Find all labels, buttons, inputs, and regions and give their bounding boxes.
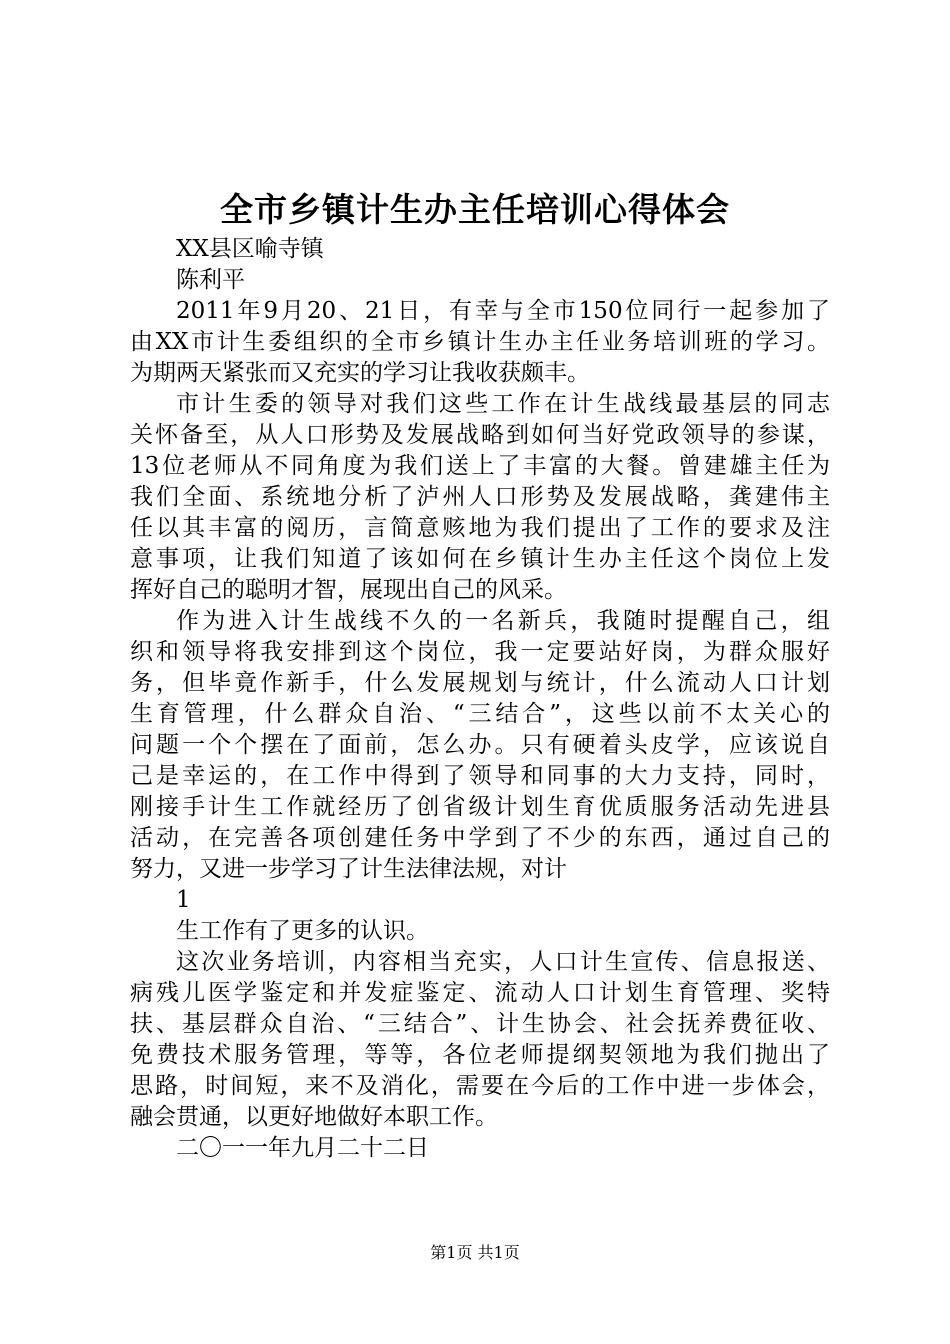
paragraph-line: 由XX市计生委组织的全市乡镇计生办主任业务培训班的学习。 xyxy=(130,329,830,355)
paragraph xyxy=(130,885,830,916)
paragraph-line: 病残儿医学鉴定和并发症鉴定、流动人口计划生育管理、奖特 xyxy=(130,980,830,1006)
paragraph-list xyxy=(130,296,830,1164)
document-title: 全市乡镇计生办主任培训心得体会 xyxy=(220,190,730,229)
paragraph-line: 这次业务培训，内容相当充实，人口计生宣传、信息报送、 xyxy=(176,949,830,975)
paragraph xyxy=(130,389,830,606)
paragraph-line: 刚接手计生工作就经历了创省级计划生育优质服务活动先进县 xyxy=(130,794,830,820)
paragraph-line: 活动，在完善各项创建任务中学到了不少的东西，通过自己的 xyxy=(130,825,830,851)
paragraph-line: 市计生委的领导对我们这些工作在计生战线最基层的同志 xyxy=(176,391,830,417)
paragraph-line: 问题一个个摆在了面前，怎么办。只有硬着头皮学，应该说自 xyxy=(130,732,830,758)
paragraph-line: 免费技术服务管理，等等，各位老师提纲契领地为我们抛出了 xyxy=(130,1042,830,1068)
paragraph xyxy=(130,296,830,389)
paragraph-line: 挥好自己的聪明才智，展现出自己的风采。 xyxy=(130,577,567,603)
paragraph-line: 努力，又进一步学习了计生法律法规，对计 xyxy=(130,856,567,882)
paragraph-line: 务，但毕竟作新手，什么发展规划与统计，什么流动人口计划 xyxy=(130,670,830,696)
paragraph xyxy=(130,606,830,885)
paragraph-line: 1 xyxy=(176,887,191,913)
author-name: 陈利平 xyxy=(176,267,245,293)
paragraph-line: 思路，时间短，来不及消化，需要在今后的工作中进一步体会， xyxy=(130,1073,830,1099)
paragraph-line: 二〇一一年九月二十二日 xyxy=(176,1135,429,1161)
paragraph-line: 生工作有了更多的认识。 xyxy=(176,918,429,944)
paragraph-line: 2011年9月20、21日，有幸与全市150位同行一起参加了 xyxy=(176,298,830,324)
paragraph-line: 意事项，让我们知道了该如何在乡镇计生办主任这个岗位上发 xyxy=(130,546,830,572)
author-unit: XX县区喻寺镇 xyxy=(176,236,324,262)
paragraph-line: 扶、基层群众自治、“三结合”、计生协会、社会抚养费征收、 xyxy=(130,1011,830,1037)
paragraph xyxy=(130,947,830,1133)
paragraph-line: 为期两天紧张而又充实的学习让我收获颇丰。 xyxy=(130,360,590,386)
paragraph-line: 生育管理，什么群众自治、“三结合”，这些以前不太关心的 xyxy=(130,701,830,727)
paragraph-line: 我们全面、系统地分析了泸州人口形势及发展战略，龚建伟主 xyxy=(130,484,830,510)
paragraph-line: 关怀备至，从人口形势及发展战略到如何当好党政领导的参谋， xyxy=(130,422,830,448)
paragraph-line: 作为进入计生战线不久的一名新兵，我随时提醒自己，组 xyxy=(176,608,830,634)
paragraph-line: 己是幸运的，在工作中得到了领导和同事的大力支持，同时， xyxy=(130,763,830,789)
paragraph-line: 任以其丰富的阅历，言简意赅地为我们提出了工作的要求及注 xyxy=(130,515,830,541)
paragraph-line: 织和领导将我安排到这个岗位，我一定要站好岗，为群众服好 xyxy=(130,639,830,665)
document-body xyxy=(130,234,830,1164)
paragraph xyxy=(130,916,830,947)
paragraph-line: 融会贯通，以更好地做好本职工作。 xyxy=(130,1104,498,1130)
page-footer: 第1页 共1页 xyxy=(430,1243,520,1262)
paragraph xyxy=(130,1133,830,1164)
paragraph-line: 13位老师从不同角度为我们送上了丰富的大餐。曾建雄主任为 xyxy=(130,453,830,479)
